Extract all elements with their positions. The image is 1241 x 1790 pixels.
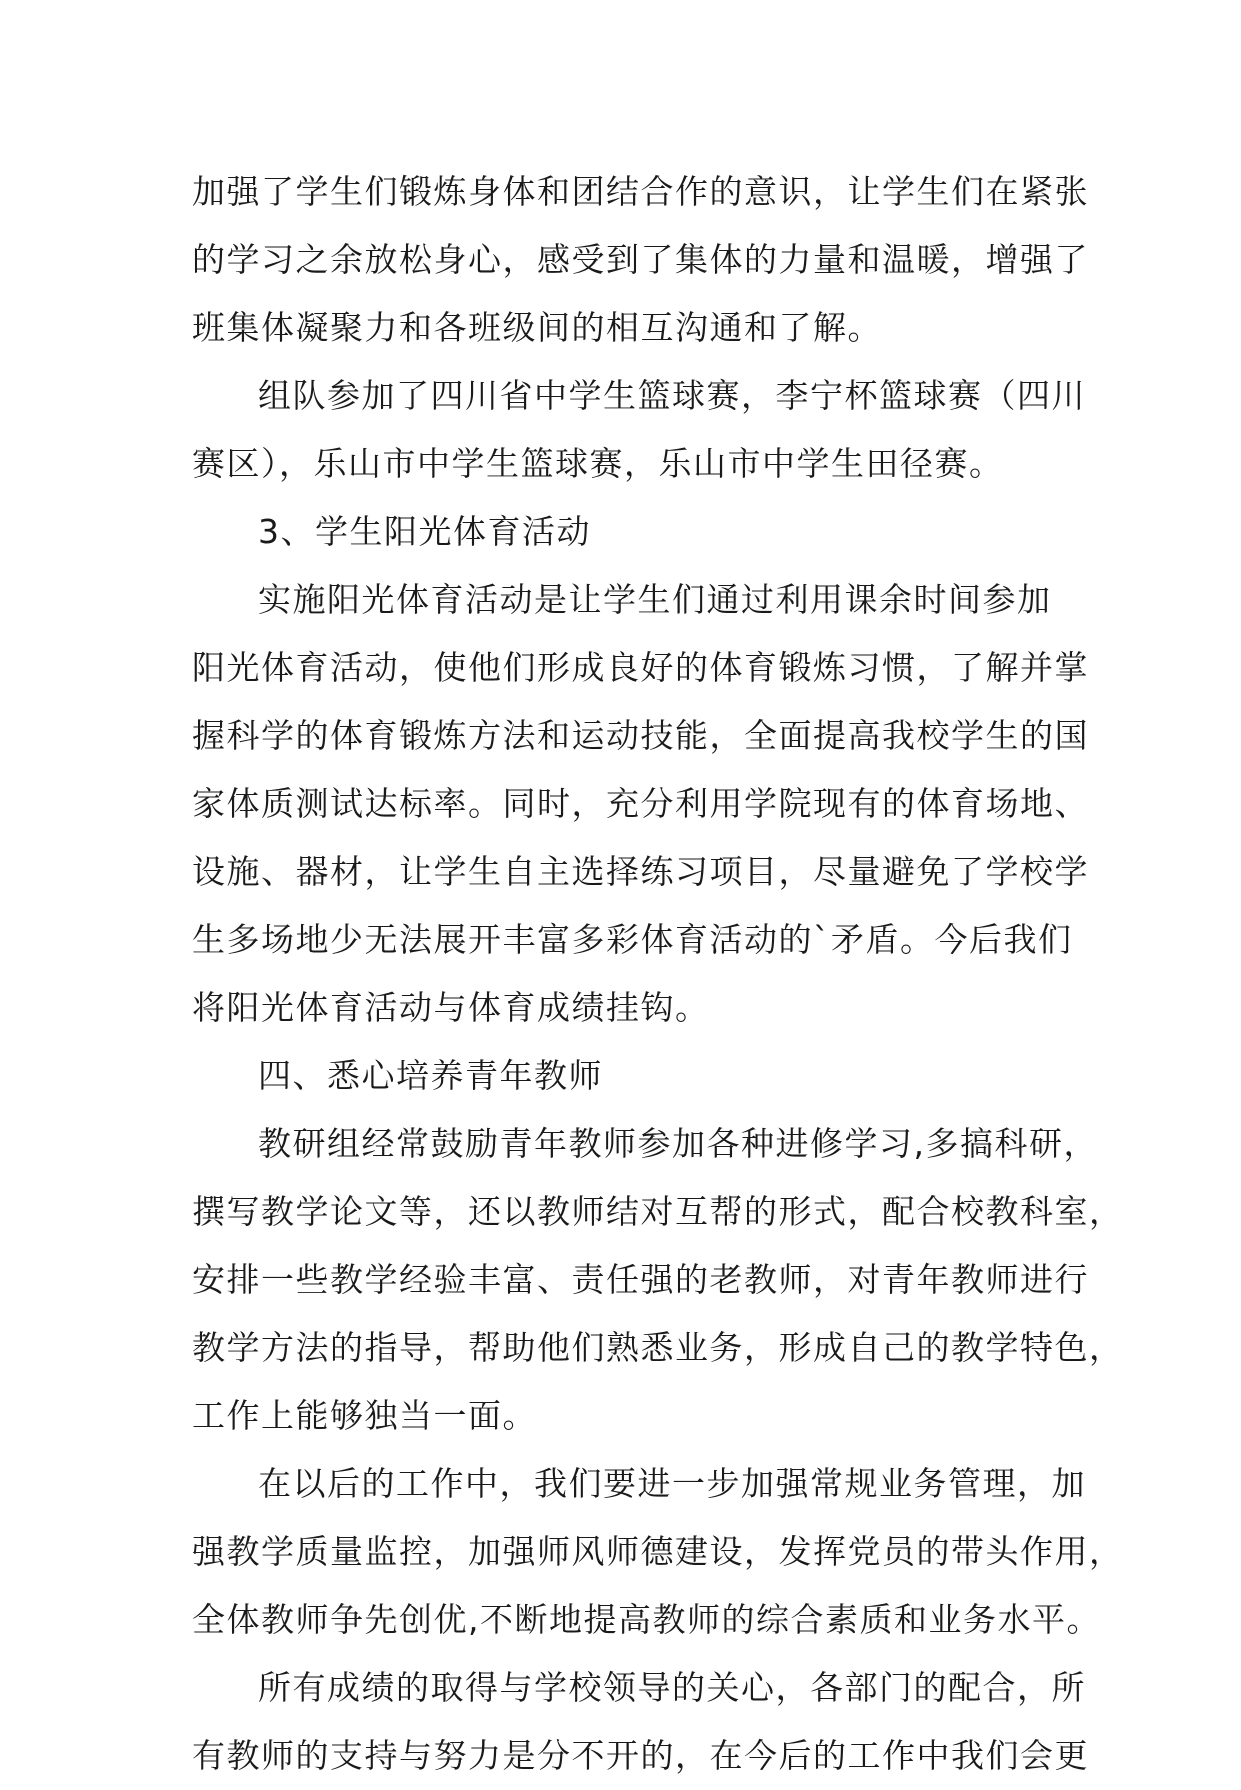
paragraph-start-line: 实施阳光体育活动是让学生们通过利用课余时间参加 [258,580,1052,619]
text-line: 班集体凝聚力和各班级间的相互沟通和了解。 [192,308,882,347]
text-line: 生多场地少无法展开丰富多彩体育活动的`矛盾。今后我们 [192,920,1073,959]
text-line: 工作上能够独当一面。 [192,1396,537,1435]
section-heading: 四、悉心培养青年教师 [258,1056,603,1095]
text-line: 强教学质量监控，加强师风师德建设，发挥党员的带头作用， [192,1532,1124,1571]
document-body [192,158,1124,1790]
section-heading: 3、学生阳光体育活动 [258,512,591,551]
text-line: 阳光体育活动，使他们形成良好的体育锻炼习惯，了解并掌 [192,648,1089,687]
text-line: 安排一些教学经验丰富、责任强的老教师，对青年教师进行 [192,1260,1089,1299]
text-line: 加强了学生们锻炼身体和团结合作的意识，让学生们在紧张 [192,172,1089,211]
paragraph-start-line: 组队参加了四川省中学生篮球赛，李宁杯篮球赛（四川 [258,376,1086,415]
text-line: 将阳光体育活动与体育成绩挂钩。 [192,988,710,1027]
paragraph-start-line: 在以后的工作中，我们要进一步加强常规业务管理，加 [258,1464,1086,1503]
text-line: 全体教师争先创优,不断地提高教师的综合素质和业务水平。 [192,1600,1101,1639]
paragraph-start-line: 所有成绩的取得与学校领导的关心，各部门的配合，所 [258,1668,1086,1707]
text-line: 有教师的支持与努力是分不开的，在今后的工作中我们会更 [192,1736,1089,1775]
text-line: 撰写教学论文等，还以教师结对互帮的形式，配合校教科室， [192,1192,1124,1231]
paragraph-start-line: 教研组经常鼓励青年教师参加各种进修学习,多搞科研， [258,1124,1098,1163]
text-line: 家体质测试达标率。同时，充分利用学院现有的体育场地、 [192,784,1089,823]
text-line: 赛区），乐山市中学生篮球赛，乐山市中学生田径赛。 [192,444,1004,483]
text-line: 设施、器材，让学生自主选择练习项目，尽量避免了学校学 [192,852,1089,891]
text-line: 教学方法的指导，帮助他们熟悉业务，形成自己的教学特色， [192,1328,1124,1367]
text-line: 握科学的体育锻炼方法和运动技能，全面提高我校学生的国 [192,716,1089,755]
text-line: 的学习之余放松身心，感受到了集体的力量和温暖，增强了 [192,240,1089,279]
